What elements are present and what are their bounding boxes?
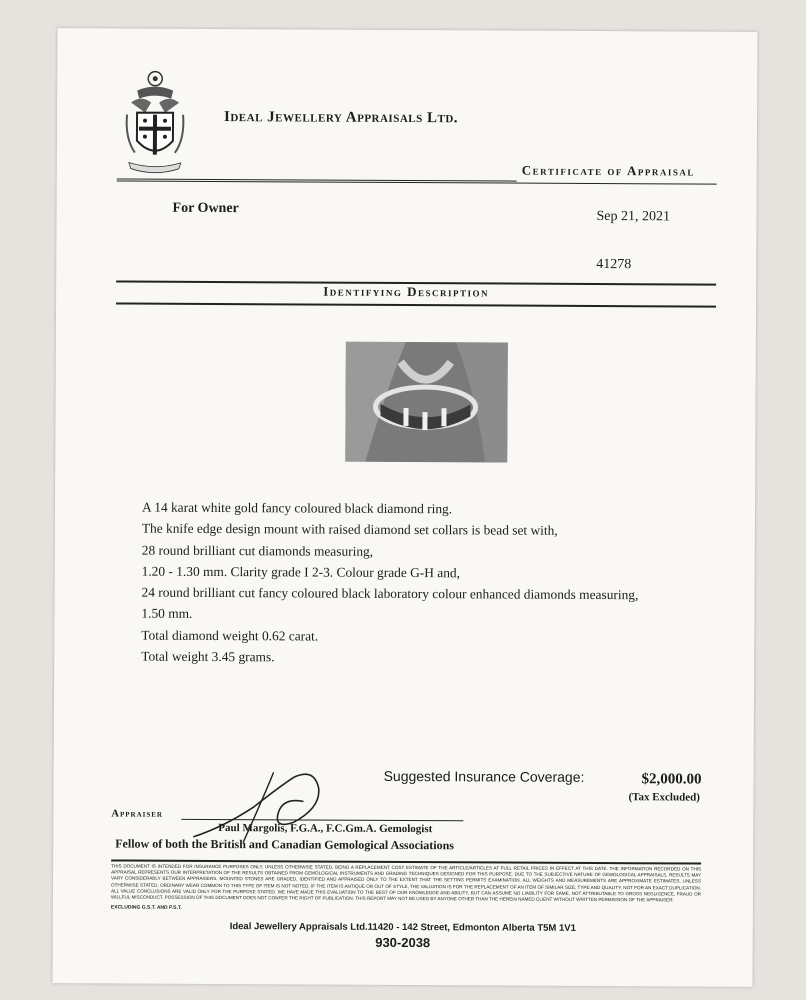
description-line: A 14 karat white gold fancy coloured black diamond ring. [141, 499, 453, 517]
ring-photo-icon [345, 342, 508, 463]
description-line: Total diamond weight 0.62 carat. [141, 627, 319, 644]
tax-note: (Tax Excluded) [628, 791, 700, 804]
company-address: Ideal Jewellery Appraisals Ltd.11420 - 142 Street, Edmonton Alberta T5M 1V1 [229, 921, 576, 934]
insurance-amount: $2,000.00 [641, 771, 702, 788]
company-phone: 930-2038 [375, 934, 431, 951]
description-line: 28 round brilliant cut diamonds measuring, [141, 542, 374, 559]
signature-icon [183, 767, 383, 848]
description-line: 24 round brilliant cut fancy coloured black laboratory colour enhanced diamonds measuring, [141, 584, 639, 603]
description-line: 1.50 mm. [141, 606, 193, 622]
appraisal-date: Sep 21, 2021 [596, 208, 671, 225]
insurance-label: Suggested Insurance Coverage: [383, 767, 585, 785]
owner-label: For Owner [172, 200, 239, 217]
disclaimer-text: THIS DOCUMENT IS INTENDED FOR INSURANCE PURPOSES ONLY, UNLESS OTHERWISE STATED, BEING A REPLACEMENT COST ESTIMATE OF THE ARTICLE/ARTICLES AT FULL RETAIL PRICES IN EFFECT AT THIS DATE. THE INFORMATION RECORDED ON THIS APPRAISAL REPRESENTS OUR INTERPRETATION OF THE RESULTS OBTAINED FROM GEMOLOGICAL INSTRUMENTS AND GRADING TECHNIQUES DESIGNED FOR THIS PURPOSE. DUE TO THE SUBJECTIVE NATURE OF GEMOLOGICAL APPRAISALS, RESULTS MAY VARY CONSIDERABLY BETWEEN APPRAISERS. MOUNTED STONES ARE GRADED, IDENTIFIED AND APPRAISED ONLY TO THE EXTENT THAT THE SETTING PERMITS EXAMINATION. ALL WEIGHTS AND MEASUREMENTS ARE APPROXIMATE ESTIMATES, UNLESS OTHERWISE STATED. ORDINARY WEAR COMMON TO THIS TYPE OF ITEM IS NOT NOTED. IF THE ITEM IS ANTIQUE OR OUT OF STYLE, THE VALUATION IS FOR THE REPLACEMENT OF AN ITEM OF SIMILAR SIZE, TYPE AND QUALITY, NOT FOR AN EXACT DUPLICATION. ALL VALUE CONCLUSIONS ARE VALID ONLY FOR THE PURPOSE STATED. WE HAVE MADE THIS EVALUATION TO THE BEST OF OUR KNOWLEDGE AND ABILITY, BUT CAN ASSUME NO LIABILITY FOR SAME, NOT ATTRIBUTABLE TO GROSS NEGLIGENCE, FRAUD OR WILLFUL MISCONDUCT. POSSESSION OF THIS DOCUMENT DOES NOT CONFER THE RIGHT OF PUBLICATION. THIS REPORT MAY NOT BE USED BY ANYONE OTHER THAN THE HEREIN NAMED CLIENT WITHOUT WRITTEN PERMISSION OF THE APPRAISER. [110, 863, 702, 903]
ring-photo [345, 342, 508, 463]
certificate-number: 41278 [596, 256, 632, 273]
appraiser-fellowship: Fellow of both the British and Canadian Gemological Associations [115, 836, 454, 853]
coat-of-arms-icon [123, 69, 188, 177]
tax-exclusion-note: EXCLUDING G.S.T. AND P.S.T. [110, 904, 182, 911]
section-title: Identifying Description [323, 283, 490, 300]
item-description [141, 497, 742, 671]
certificate-title: Certificate of Appraisal [521, 162, 695, 179]
company-name: Ideal Jewellery Appraisals Ltd. [224, 109, 459, 127]
description-line: Total weight 3.45 grams. [141, 648, 275, 665]
section-rule-bottom [116, 302, 716, 307]
appraiser-name: Paul Margolis, F.G.A., F.C.Gm.A. Gemologist [218, 822, 433, 836]
description-line: The knife edge design mount with raised diamond set collars is bead set with, [141, 520, 558, 539]
description-line: 1.20 - 1.30 mm. Clarity grade I 2-3. Colour grade G-H and, [141, 563, 461, 581]
header-rule-top [117, 180, 717, 184]
appraiser-label: Appraiser [111, 808, 164, 820]
certificate-page [53, 28, 758, 987]
